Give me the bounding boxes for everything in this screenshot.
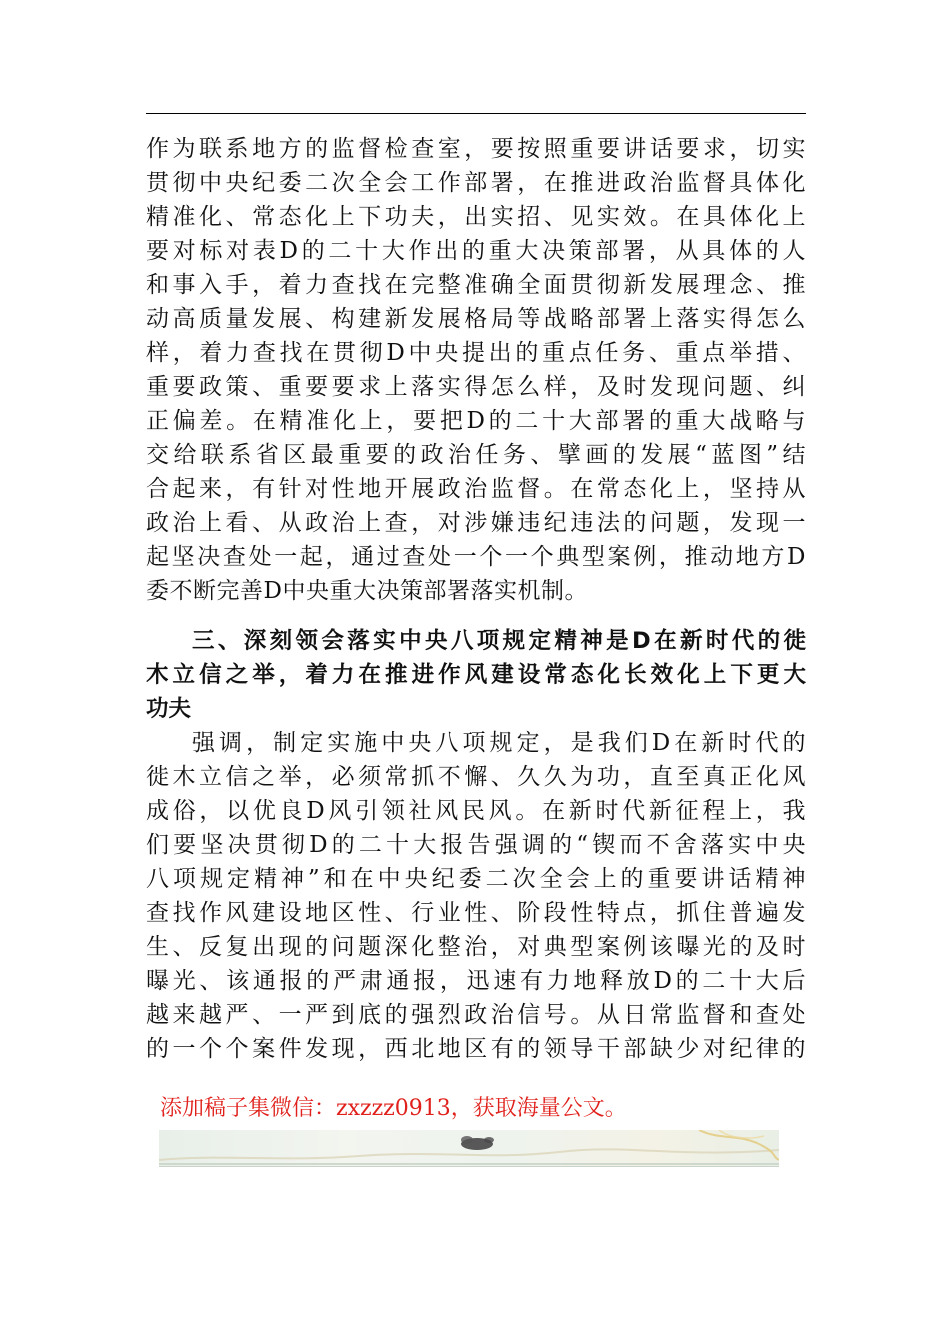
text-line: 的一个个案件发现，西北地区有的领导干部缺少对纪律的 <box>146 1036 806 1062</box>
heading-line: 三、深刻领会落实中央八项规定精神是D在新时代的徙 <box>192 628 806 654</box>
heading-line: 功夫 <box>146 696 192 722</box>
text-line: 委不断完善D中央重大决策部署落实机制。 <box>146 578 588 604</box>
advertisement-text: 添加稿子集微信：zxzzz0913，获取海量公文。 <box>160 1096 627 1121</box>
text-line: 曝光、该通报的严肃通报，迅速有力地释放D的二十大后 <box>146 968 806 994</box>
text-line: 重要政策、重要要求上落实得怎么样，及时发现问题、纠 <box>146 374 806 400</box>
paragraph-2 <box>146 726 806 1066</box>
text-line: 查找作风建设地区性、行业性、阶段性特点，抓住普遍发 <box>146 900 806 926</box>
text-line: 合起来，有针对性地开展政治监督。在常态化上，坚持从 <box>146 476 806 502</box>
text-line: 贯彻中央纪委二次全会工作部署，在推进政治监督具体化 <box>146 170 806 196</box>
section-heading <box>146 624 806 726</box>
text-line: 越来越严、一严到底的强烈政治信号。从日常监督和查处 <box>146 1002 806 1028</box>
paragraph-1 <box>146 132 806 608</box>
text-line: 交给联系省区最重要的政治任务、擘画的发展“蓝图”结 <box>146 442 806 468</box>
text-line: 强调，制定实施中央八项规定，是我们D在新时代的 <box>192 730 806 756</box>
header-rule <box>146 113 806 114</box>
text-line: 要对标对表D的二十大作出的重大决策部署，从具体的人 <box>146 238 806 264</box>
text-line: 徙木立信之举，必须常抓不懈、久久为功，直至真正化风 <box>146 764 806 790</box>
heading-line: 木立信之举，着力在推进作风建设常态化长效化上下更大 <box>146 662 806 688</box>
text-line: 样，着力查找在贯彻D中央提出的重点任务、重点举措、 <box>146 340 806 366</box>
text-line: 八项规定精神”和在中央纪委二次全会上的重要讲话精神 <box>146 866 806 892</box>
text-line: 动高质量发展、构建新发展格局等战略部署上落实得怎么 <box>146 306 806 332</box>
text-line: 们要坚决贯彻D的二十大报告强调的“锲而不舍落实中央 <box>146 832 806 858</box>
text-line: 生、反复出现的问题深化整治，对典型案例该曝光的及时 <box>146 934 806 960</box>
decorative-banner-image <box>159 1130 779 1167</box>
text-line: 成俗，以优良D风引领社风民风。在新时代新征程上，我 <box>146 798 806 824</box>
text-line: 正偏差。在精准化上，要把D的二十大部署的重大战略与 <box>146 408 806 434</box>
landscape-painting-icon <box>159 1130 779 1166</box>
text-line: 作为联系地方的监督检查室，要按照重要讲话要求，切实 <box>146 136 806 162</box>
text-line: 起坚决查处一起，通过查处一个一个典型案例，推动地方D <box>146 544 806 570</box>
text-line: 政治上看、从政治上查，对涉嫌违纪违法的问题，发现一 <box>146 510 806 536</box>
text-line: 精准化、常态化上下功夫，出实招、见实效。在具体化上 <box>146 204 806 230</box>
text-line: 和事入手，着力查找在完整准确全面贯彻新发展理念、推 <box>146 272 806 298</box>
